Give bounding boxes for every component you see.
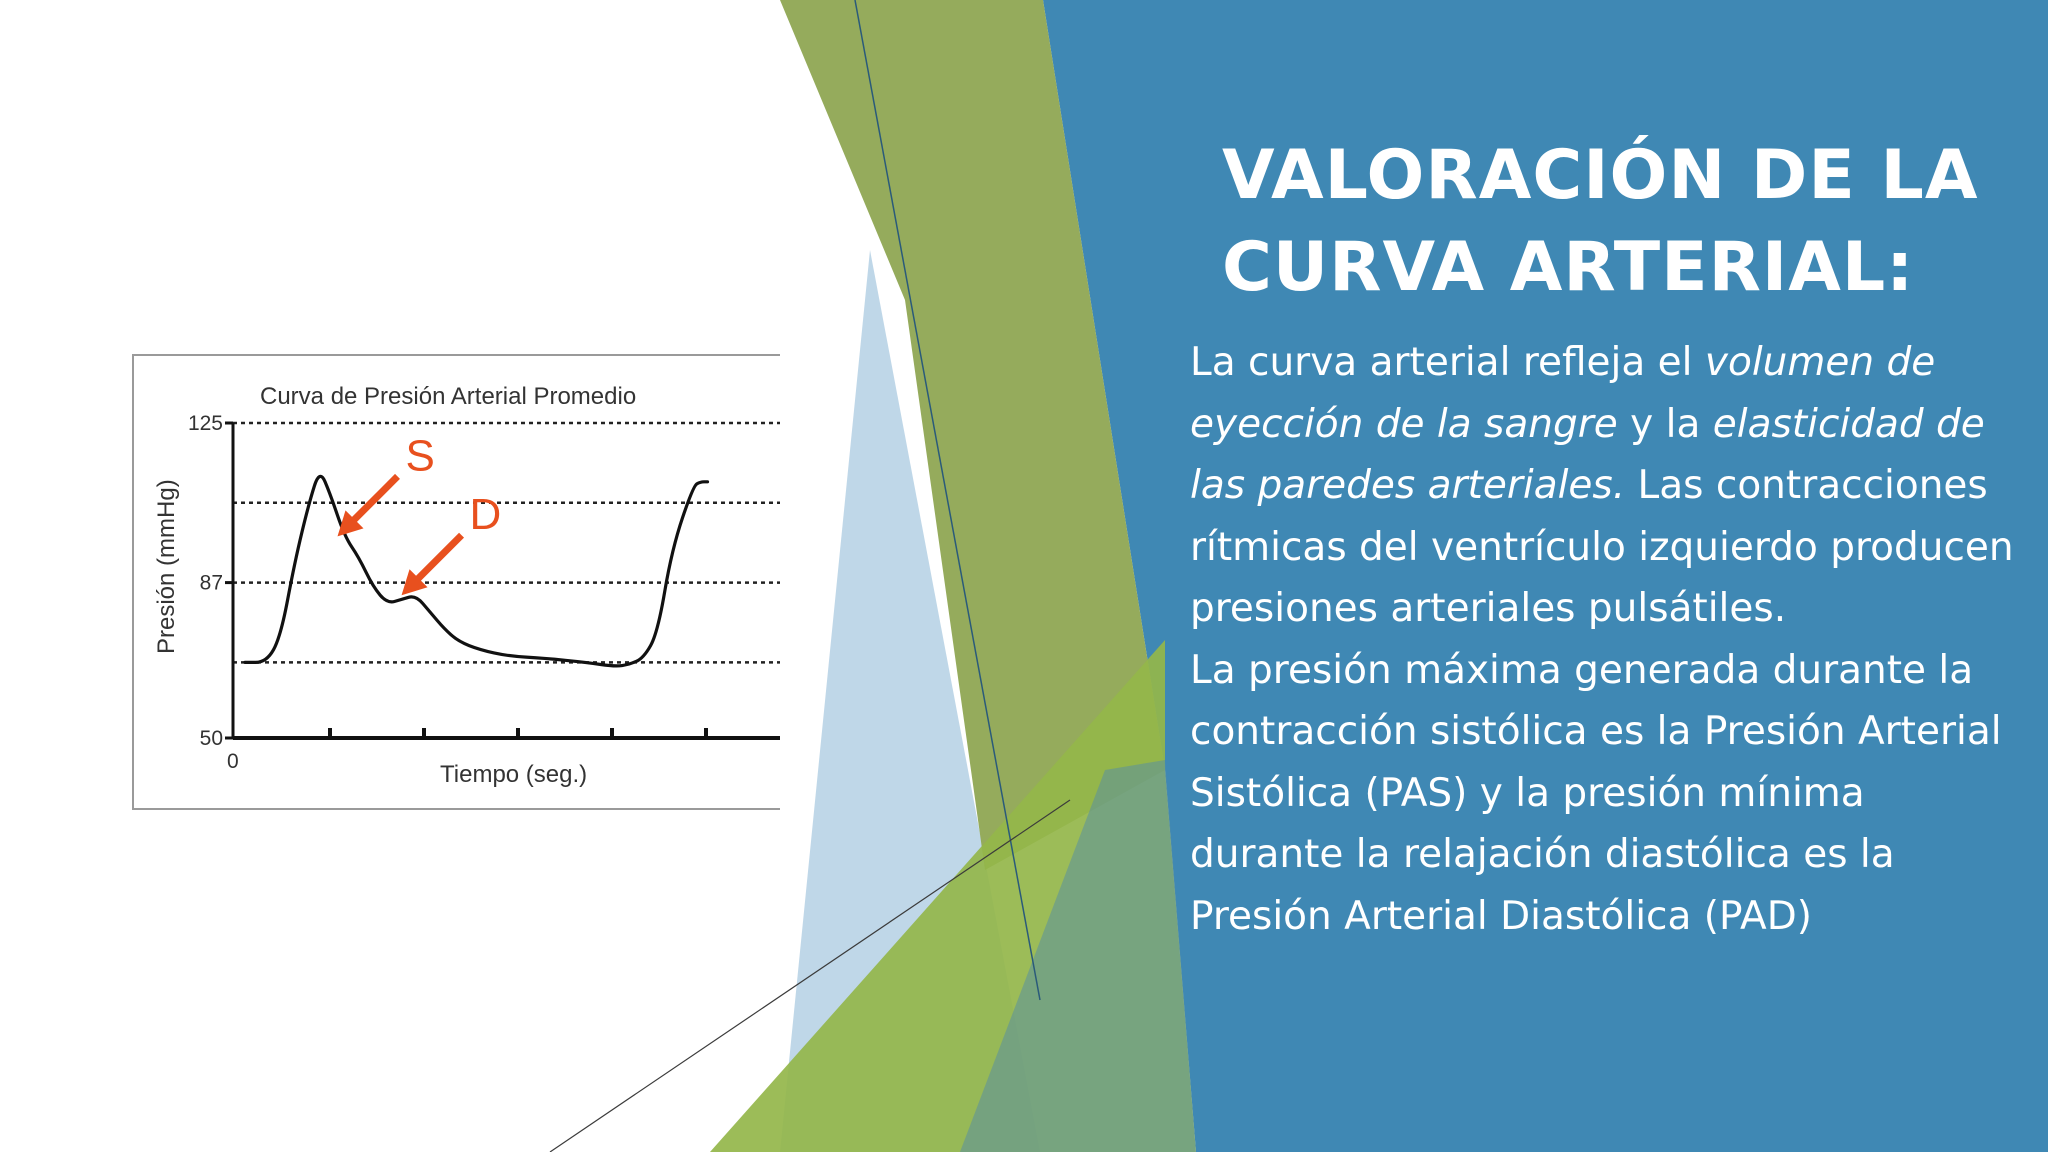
marker-arrow-shaft-1 — [414, 535, 462, 583]
paragraph-2: La presión máxima generada durante la contracción sistólica es la Presión Arterial Sistólica (PAS) y la presión mínima durante la relajación diastólica es la Presión Arterial Diastólica (PAD) — [1190, 647, 2002, 939]
paragraph-1-text-a: La curva arterial refleja el — [1190, 340, 1705, 385]
marker-label-1: D — [469, 490, 502, 540]
chart-title: Curva de Presión Arterial Promedio — [260, 383, 637, 410]
chart-markers — [338, 431, 502, 595]
paragraph-1-italic-a: volumen de eyección de la sangre — [1190, 340, 1936, 447]
x-tick-label-0: 0 — [227, 750, 239, 773]
y-tick-label-2: 50 — [199, 727, 223, 750]
slide-body — [1190, 332, 2020, 947]
title-line-1: VALORACIÓN DE LA — [1222, 136, 1979, 215]
marker-label-0: S — [405, 431, 435, 481]
slide-title — [1222, 130, 2002, 314]
marker-arrow-shaft-0 — [350, 476, 398, 524]
paragraph-1-text-b: y la — [1617, 401, 1713, 447]
paragraph-1-text-c: Las contracciones rítmicas del ventrículo izquierdo producen presiones arteriales pulsátiles. — [1190, 463, 2014, 631]
pressure-chart — [132, 354, 780, 810]
y-tick-label-0: 125 — [187, 412, 223, 435]
y-tick-label-1: 87 — [199, 571, 223, 595]
y-ticks — [188, 412, 233, 750]
title-line-2: CURVA ARTERIAL: — [1222, 228, 1915, 307]
y-axis-label: Presión (mmHg) — [153, 479, 180, 654]
pressure-chart-image — [132, 354, 780, 810]
x-axis-label: Tiempo (seg.) — [440, 761, 588, 788]
chart-gridlines — [233, 423, 780, 662]
paragraph-1 — [1190, 332, 2020, 640]
paragraph-1-italic-b: elasticidad de las paredes arteriales. — [1190, 401, 1985, 508]
